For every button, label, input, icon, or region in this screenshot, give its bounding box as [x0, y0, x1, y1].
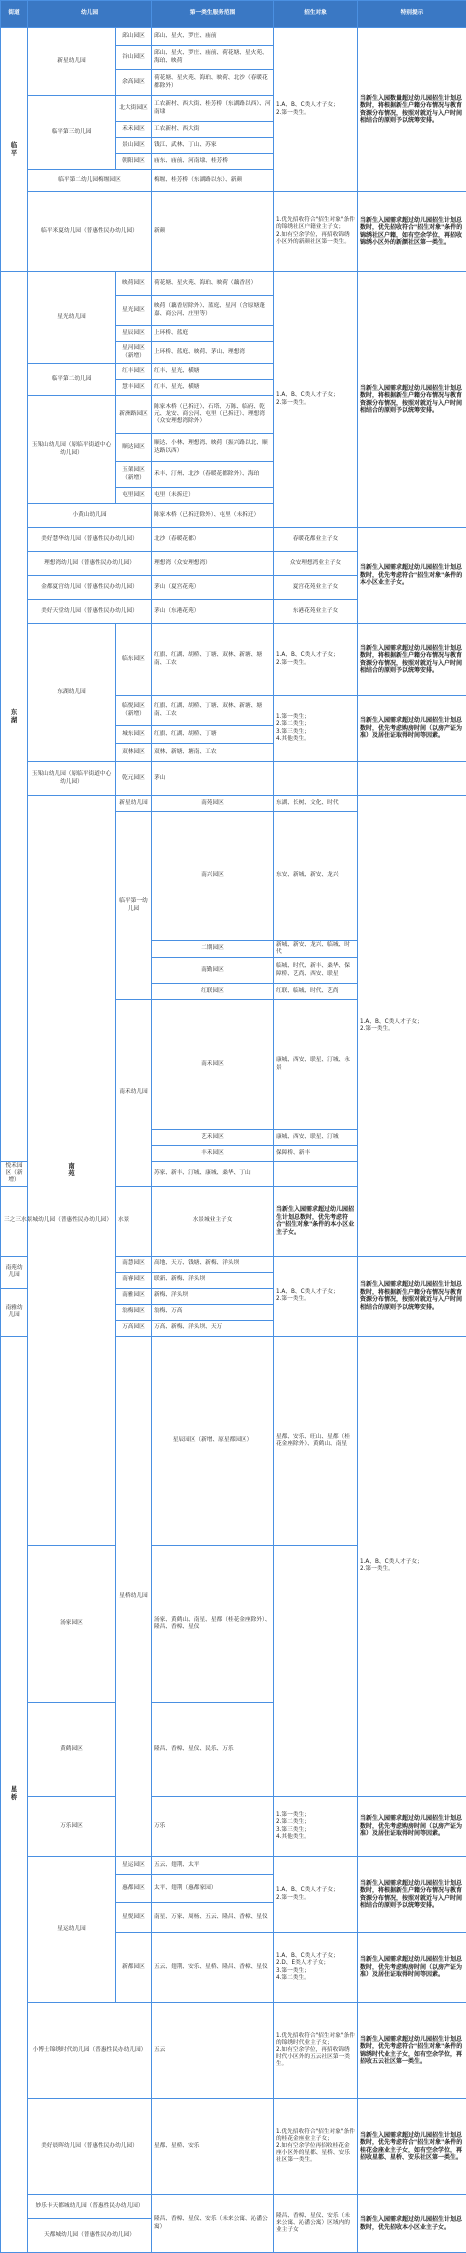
service-area: 荷花塘、星火苑、海珀、映荷（藕香居）	[152, 272, 274, 296]
service-area: 红丰、星光、横塘	[152, 364, 274, 380]
park-name: 城东园区	[116, 726, 152, 744]
park-name: 南雅园区	[116, 1288, 152, 1304]
service-area: 新颜	[152, 192, 274, 272]
park-name: 禾禾园区	[116, 122, 152, 138]
park-name: 红丰园区	[116, 364, 152, 380]
service-area: 保障桥、新丰	[274, 1146, 358, 1162]
park-name: 新都园区	[116, 1933, 152, 2003]
park-name: 星运园区	[116, 1857, 152, 1875]
service-area: 汤家、黄鹤山、南星、星都（桂花金座除外）、隆昌、香樟、星仪	[152, 1545, 274, 1702]
enroll-target: 1.A、B、C类人才子女； 2.第一类生。	[274, 1857, 358, 1933]
park-name: 万乐园区	[28, 1797, 116, 1857]
enroll-target-empty	[274, 762, 358, 796]
park-name: 谷山园区	[116, 46, 152, 70]
kindergarten-name: 临平第二幼儿园梅堰园区	[28, 170, 152, 192]
kindergarten-name: 星桥幼儿园	[116, 1336, 152, 1857]
kindergarten-name: 美好天堂幼儿园（普惠性民办幼儿园）	[28, 600, 152, 624]
service-area: 五云	[152, 2003, 274, 2099]
kindergarten-name: 金都夏宫幼儿园（普惠性民办幼儿园）	[28, 576, 152, 600]
service-area: 隆昌、香樟、星仪、民乐、万乐	[152, 1702, 274, 1796]
enroll-target: 1.第一类生； 2.第二类生； 3.第三类生； 4.其他类生。	[274, 1797, 358, 1857]
enroll-target: 众安理想湾业主子女	[274, 552, 358, 576]
kindergarten-name: 南雅幼儿园	[1, 1288, 28, 1336]
service-area: 北沙（春暖花都）	[152, 528, 274, 552]
service-area: 联新、新梅、洋头坝	[152, 1272, 274, 1288]
table-row	[1, 1857, 466, 1875]
special-note: 当新生入园需求超过幼儿园招生计划总数时，将根据新生户籍分布情况与教育资源分布情况，按照对就近与入户时间相结合的原则予以统筹安排。	[358, 1256, 466, 1336]
park-name: 悦禾园区（新增）	[1, 1162, 28, 1186]
service-area: 茅山（东港花苑）	[152, 600, 274, 624]
park-name: 北大街园区	[116, 96, 152, 122]
park-name: 星辰园区	[116, 326, 152, 342]
special-note: 当新生入园需求超过幼儿园招生计划总数时，优先考虑购房时间（以房产证为准）及居住证取得时间等因素。	[358, 1797, 466, 1857]
table-row	[1, 2099, 466, 2195]
kindergarten-name: 小博士锦绣时代幼儿园（普惠性民办幼儿园）	[28, 2003, 152, 2099]
kindergarten-name: 临平米夏幼儿园（普惠性民办幼儿园）	[28, 192, 152, 272]
enroll-target: 夏宫花苑业主子女	[274, 576, 358, 600]
enroll-target: 水景城业主子女	[152, 1186, 274, 1256]
special-note: 当新生入园需求超过幼儿园招生计划总数时，优先考虑购房时间（以房产证为准）及居住证取得时间等因素。	[358, 696, 466, 762]
kindergarten-name: 妙乐卡天都城幼儿园（普惠性民办幼儿园）	[28, 2195, 152, 2219]
service-area: 庙东、庙前、河南埭、桂芳桥	[152, 154, 274, 170]
special-note: 当新生入园需求超过幼儿园招生计划总数时，优先考虑符合"招生对象"条件的本小区业主子女。	[358, 528, 466, 624]
street-nanyuan: 南 苑	[28, 796, 116, 1546]
special-note: 当新生入园需求超过幼儿园招生计划总数时，优先考虑符合"招生对象"条件的锦绣时代业主子女，如有空余学位，再招收五云社区第一类生。	[358, 2003, 466, 2099]
service-area: 梅堰、桂芳桥（东湖路以东）、新颜	[152, 170, 274, 192]
service-area: 工农新村、西大街	[152, 122, 274, 138]
kindergarten-name: 美好慧华幼儿园（普惠性民办幼儿园）	[28, 528, 152, 552]
park-name: 丰禾园区	[152, 1146, 274, 1162]
table-row	[1, 2003, 466, 2099]
park-name: 南勤园区	[152, 958, 274, 984]
service-area: 新城、新安、龙兴、临城、时代	[274, 940, 358, 957]
service-area: 星都、星桥、安乐	[152, 2099, 274, 2195]
enroll-target: 隆昌、香樟、星仪、安乐（未来公寓、沁潘公寓）区域内的业主子女	[274, 2195, 358, 2253]
park-name: 余高园区	[116, 70, 152, 96]
table-row	[1, 624, 466, 696]
enroll-target: 1.第一类生； 2.第二类生； 3.第三类生； 4.其他类生。	[274, 696, 358, 762]
header-note: 特别提示	[358, 1, 466, 28]
park-name: 朝阳园区	[116, 154, 152, 170]
enroll-target: 1.A、B、C类人才子女； 2.第一类生。	[274, 624, 358, 696]
service-area: 红旗、红湖、胡桥、丁塘	[152, 726, 274, 744]
table-row	[1, 2195, 466, 2219]
service-area: 红旗、红湖、胡桥、丁塘、双林、新塘、塘南、工农	[152, 624, 274, 696]
service-area: 东安、新城、新安、龙兴	[274, 812, 358, 941]
service-area: 红联、临城、时代、艺尚	[274, 984, 358, 1000]
park-name: 星悦园区	[116, 1903, 152, 1933]
kindergarten-name: 新星幼儿园	[116, 796, 152, 812]
service-area: 邱山、星火、罗庄、庙前、荷花塘、星火苑、海珀、映荷	[152, 46, 274, 70]
kindergarten-name: 东湖幼儿园	[28, 624, 116, 762]
park-name: 星河园区（新增）	[116, 342, 152, 364]
kindergarten-name: 天都城幼儿园（普惠性民办幼儿园）	[28, 2219, 152, 2253]
park-name: 邱山园区	[116, 28, 152, 46]
park-name: 南兴园区	[152, 812, 274, 941]
kindergarten-name: 小黄山幼儿园	[28, 504, 152, 528]
service-area: 五云、翅荆、太平	[152, 1857, 274, 1875]
table-row	[1, 528, 466, 552]
service-area: 红旗、红湖、胡桥、丁塘、双林、新塘、塘南、工农	[152, 696, 274, 726]
kindergarten-name: 玉架山幼儿园（原临平街道中心幼儿园）	[28, 762, 116, 796]
service-area: 万高、新梅、洋头坝、天万	[152, 1320, 274, 1336]
service-area: 临城、时代、新丰、桑华、保障桥、艺尚、西安、联星	[274, 958, 358, 984]
park-name: 临悦园区（新增）	[116, 696, 152, 726]
park-name: 二期园区	[152, 940, 274, 957]
kindergarten-name: 美好晨晖幼儿园（普惠性民办幼儿园）	[28, 2099, 152, 2195]
special-note: 当新生入园需求超过幼儿园招生计划总数时，优先招收符合"招生对象"条件的锦绣社区户籍，如有空余学位，再招收锦绣小区外的新颜社区第一类生。	[358, 192, 466, 272]
park-name: 映荷园区	[116, 272, 152, 296]
enroll-target: 1.优先招收符合"招生对象"条件的锦绣社区户籍业主子女； 2.如有空余学位，再招收锦绣小区外的新颜社区第一类生。	[274, 192, 358, 272]
service-area: 茅山（夏宫花苑）	[152, 576, 274, 600]
kindergarten-name: 南禾幼儿园	[116, 1000, 152, 1186]
service-area: 万乐	[152, 1797, 274, 1857]
service-area: 红丰、星光、横塘	[152, 380, 274, 396]
service-area: 茅山	[152, 762, 274, 796]
service-area: 苏家、新丰、汀城、康城、桑华、丁山	[152, 1162, 274, 1186]
service-area: 钱江、武林、丁山、苏家	[152, 138, 274, 154]
service-area: 康城、西安、联星、汀城	[274, 1130, 358, 1146]
special-note: 当新生入园需求超过幼儿园招生计划总数时，将根据新生户籍分布情况与教育资源分布情况，按照对就近与入户时间相结合的原则予以统筹安排。	[358, 272, 466, 528]
kindergarten-name: 三之三水景城幼儿园（普惠性民办幼儿园）	[1, 1186, 116, 1256]
kindergarten-name: 玉架山幼儿园（原临平街道中心幼儿园）	[28, 396, 116, 504]
service-area: 上环桥、蓝庭、映荷、茅山、理想湾	[152, 342, 274, 364]
special-note: 当新生入园需求超过幼儿园招生计划总数时，优先招收本小区业主子女。	[358, 2195, 466, 2253]
special-note: 当新生入园需求超过幼儿园招生计划总数时，优先考虑符合"招生对象"条件的桂花金座业主子女，如有空余学位，再招收星都、星桥、安乐社区第一类生。	[358, 2099, 466, 2195]
street-donghu: 东 湖	[1, 272, 28, 1162]
street-xingqiao: 星 桥	[1, 1336, 28, 2253]
enroll-target: 1.A、B、C类人才子女； 2.第一类生。	[358, 796, 466, 1257]
kindergarten-name: 南苑幼儿园	[1, 1256, 28, 1288]
park-name: 新洲路园区	[116, 396, 152, 434]
park-name: 景山园区	[116, 138, 152, 154]
park-name: 慧丰园区	[116, 380, 152, 396]
park-name: 南禾园区	[152, 1000, 274, 1130]
header-target: 招生对象	[274, 1, 358, 28]
special-note-empty	[358, 762, 466, 796]
table-row	[1, 1797, 466, 1857]
service-area: 新梅、洋头坝	[152, 1288, 274, 1304]
park-name: 红联园区	[152, 984, 274, 1000]
service-area: 陈家木桥（已拆迁除外）、屯里（未拆迁）	[152, 504, 274, 528]
service-area: 陈家木桥（已拆迁）、石塔、万陈、临府、乾元、龙安、商公河、屯里（已拆迁）、理想湾（众安理想湾除外）	[152, 396, 274, 434]
service-area: 上环桥、蓝庭	[152, 326, 274, 342]
service-area: 五云、翅荆、安乐、星桥、隆昌、香樟、星仪	[152, 1933, 274, 2003]
park-name: 南慧园区	[116, 1256, 152, 1272]
kindergarten-name: 理想湾幼儿园（普惠性民办幼儿园）	[28, 552, 152, 576]
park-name: 乾元园区	[116, 762, 152, 796]
park-name: 惠都园区	[116, 1875, 152, 1903]
table-row	[1, 192, 466, 272]
table-row	[1, 762, 466, 796]
park-name: 临东园区	[116, 624, 152, 696]
kindergarten-name: 星光幼儿园	[28, 272, 116, 364]
enroll-target: 1.优先招收符合"招生对象"条件的桂花金座业主子女； 2.如有空余学位再招收桂花金座小区外的星都、星桥、安乐社区第一类生。	[274, 2099, 358, 2195]
park-name: 星辰园区（新增、原星都园区）	[152, 1336, 274, 1545]
service-area: 东湖、长树、文化、时代	[274, 796, 358, 812]
service-area: 邱山、星火、罗庄、庙前	[152, 28, 274, 46]
enroll-target: 1.A、B、C类人才子女； 2.D、E类人才子女； 3.第一类生； 4.第二类生。	[274, 1933, 358, 2003]
service-area: 顺达、小林、理想湾、映荷（振兴路以北、顺达路以西）	[152, 434, 274, 462]
park-name: 南睿园区	[116, 1272, 152, 1288]
table-row	[1, 796, 466, 812]
park-name: 黄鹤园区	[28, 1702, 116, 1796]
park-name: 翁梅园区	[116, 1304, 152, 1320]
special-note: 当新生入园需求超过幼儿园招生计划总数时，优先考虑符合"招生对象"条件的本小区业主子女。	[274, 1186, 358, 1256]
special-note: 当新生入园需求超过幼儿园招生计划总数时，将根据新生户籍分布情况与教育资源分布情况，按照对就近与入户时间相结合的原则予以统筹安排。	[358, 1857, 466, 1933]
service-area: 禾丰、汀州、北沙（春暖花都除外）、海珀	[152, 462, 274, 488]
service-area: 双林、新塘、塘南、工农	[152, 744, 274, 762]
park-name: 双林园区	[116, 744, 152, 762]
header-street: 街道	[1, 1, 28, 28]
enroll-target: 1.A、B、C类人才子女； 2.第一类生。	[274, 1256, 358, 1336]
park-name: 汤家园区	[28, 1545, 116, 1702]
park-name: 南苑园区	[152, 796, 274, 812]
table-row	[1, 272, 466, 296]
enroll-target: 1.A、B、C类人才子女； 2.第一类生。	[274, 28, 358, 192]
header-kindergarten: 幼儿园	[28, 1, 152, 28]
park-name: 屯里园区	[116, 488, 152, 504]
park-name: 艺禾园区	[152, 1130, 274, 1146]
special-note: 当新生入园数量超过幼儿园招生计划总数时，将根据新生户籍分布情况与教育资源分布情况，按照对就近与入户时间相结合的原则予以统筹安排。	[358, 28, 466, 192]
service-area: 康城、西安、联星、汀城、永景	[274, 1000, 358, 1130]
kindergarten-name: 星运幼儿园	[28, 1857, 116, 2003]
service-area: 屯里（未拆迁）	[152, 488, 274, 504]
header-service: 第一类生服务范围	[152, 1, 274, 28]
enroll-target: 东港花苑业主子女	[274, 600, 358, 624]
street-linping: 临 平	[1, 28, 28, 272]
service-area: 星都、安乐、旺山、星都（桂花金座除外）、黄鹤山、南星	[274, 1336, 358, 1545]
kindergarten-name: 临平第二幼儿园	[28, 364, 116, 396]
enroll-target: 春暖花都业主子女	[274, 528, 358, 552]
park-name: 顺达园区	[116, 434, 152, 462]
park-name: 玉架园区（新增）	[116, 462, 152, 488]
special-note: 当新生入园需求超过幼儿园招生计划总数时，优先考虑购房时间（以房产证为准）及居住证取得时间等因素。	[358, 1933, 466, 2003]
service-area: 高地、天万、钱塘、新梅、洋头坝	[152, 1256, 274, 1272]
service-area: 隆昌、香樟、星仪、安乐（未来公寓、沁潘公寓）	[152, 2195, 274, 2253]
park-name: 万高园区	[116, 1320, 152, 1336]
service-area: 翁梅、万高	[152, 1304, 274, 1320]
service-area: 理想湾（众安理想湾）	[152, 552, 274, 576]
enroll-target: 1.A、B、C类人才子女； 2.第一类生。	[274, 272, 358, 528]
kindergarten-name: 新星幼儿园	[28, 28, 116, 96]
park-name: 星光园区	[116, 296, 152, 326]
enroll-target: 1.A、B、C类人才子女； 2.第一类生。	[358, 1336, 466, 1797]
service-area: 荷花塘、星火苑、海珀、映荷、北沙（春暖花都除外）	[152, 70, 274, 96]
service-area: 太平、翅荆（惠都家园）	[152, 1875, 274, 1903]
special-note: 当新生入园需求超过幼儿园招生计划总数时，将根据新生户籍分布情况与教育资源分布情况，按照对就近与入户时间相结合的原则予以统筹安排。	[358, 624, 466, 696]
service-area: 工农新村、西大街、桂芳桥（东湖路以西）、河南埭	[152, 96, 274, 122]
table-row	[1, 28, 466, 46]
kindergarten-name: 临平第一幼儿园	[116, 812, 152, 1000]
enroll-target: 1.优先招收符合"招生对象"条件的锦绣时代业主子女； 2.如有空余学位，再招收锦绣时代小区外的五云社区第一类生。	[274, 2003, 358, 2099]
table-header	[1, 1, 466, 28]
service-area: 映荷（藕香居除外）、蓝庭、星河（含原塘蓬嘉、商公河、庄里等）	[152, 296, 274, 326]
service-area: 水景	[116, 1186, 152, 1256]
kindergarten-name: 临平第三幼儿园	[28, 96, 116, 170]
service-area: 南星、万家、周杨、五云、隆昌、香樟、星仪	[152, 1903, 274, 1933]
